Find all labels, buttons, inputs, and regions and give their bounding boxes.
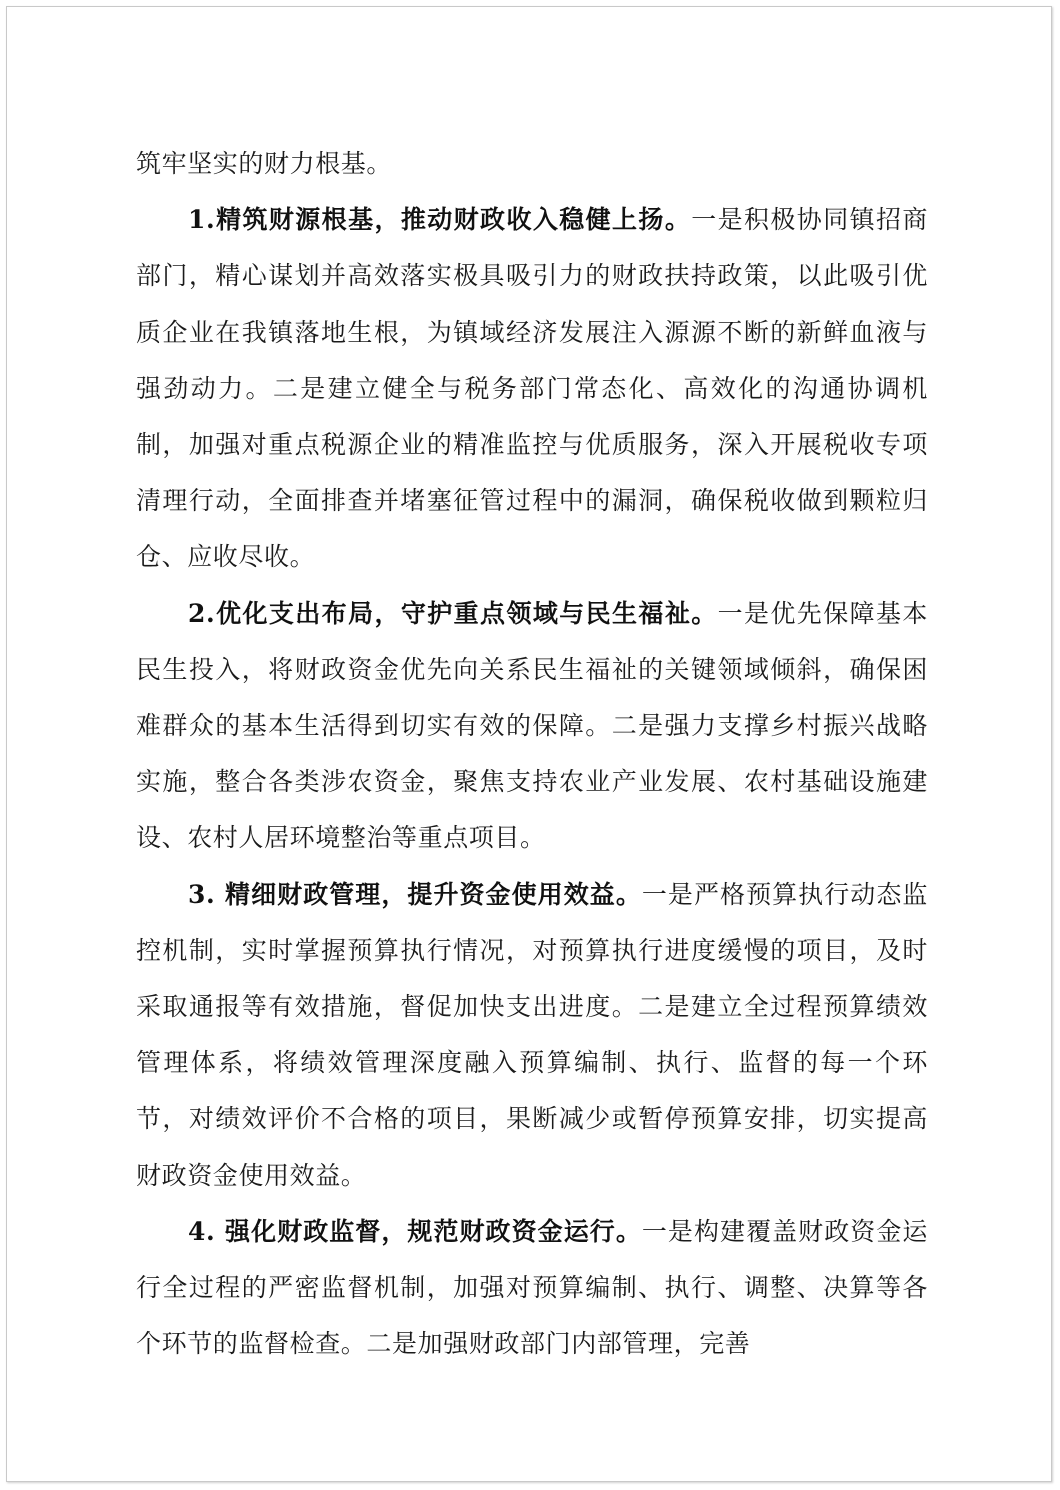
section-body-3: 一是严格预算执行动态监控机制，实时掌握预算执行情况，对预算执行进度缓慢的项目，及时采取通报等有效措施，督促加快支出进度。二是建立全过程预算绩效管理体系，将绩效管理深度融入预算编制、执行、监督的每一个环节，对绩效评价不合格的项目，果断减少或暂停预算安排，切实提高财政资金使用效益。: [136, 879, 928, 1190]
section-paragraph-1: [136, 192, 928, 585]
section-heading-4: 4. 强化财政监督，规范财政资金运行。: [188, 1216, 642, 1246]
section-body-4: 一是构建覆盖财政资金运行全过程的严密监督机制，加强对预算编制、执行、调整、决算等各个环节的监督检查。二是加强财政部门内部管理，完善: [136, 1216, 928, 1359]
section-body-2: 一是优先保障基本民生投入，将财政资金优先向关系民生福祉的关键领域倾斜，确保困难群众的基本生活得到切实有效的保障。二是强力支撑乡村振兴战略实施，整合各类涉农资金，聚焦支持农业产业发展、农村基础设施建设、农村人居环境整治等重点项目。: [136, 598, 928, 853]
section-heading-2: 2.优化支出布局，守护重点领域与民生福祉。: [188, 598, 718, 628]
section-paragraph-3: [136, 867, 928, 1204]
section-heading-1: 1.精筑财源根基，推动财政收入稳健上扬。: [188, 205, 692, 235]
document-body: [136, 136, 928, 1372]
section-paragraph-4: [136, 1204, 928, 1373]
section-paragraph-2: [136, 586, 928, 867]
continuation-paragraph: 筑牢坚实的财力根基。: [136, 149, 393, 178]
section-body-1: 一是积极协同镇招商部门，精心谋划并高效落实极具吸引力的财政扶持政策，以此吸引优质企业在我镇落地生根，为镇域经济发展注入源源不断的新鲜血液与强劲动力。二是建立健全与税务部门常态化、高效化的沟通协调机制，加强对重点税源企业的精准监控与优质服务，深入开展税收专项清理行动，全面排查并堵塞征管过程中的漏洞，确保税收做到颗粒归仓、应收尽收。: [136, 205, 928, 572]
section-heading-3: 3. 精细财政管理，提升资金使用效益。: [188, 879, 642, 909]
